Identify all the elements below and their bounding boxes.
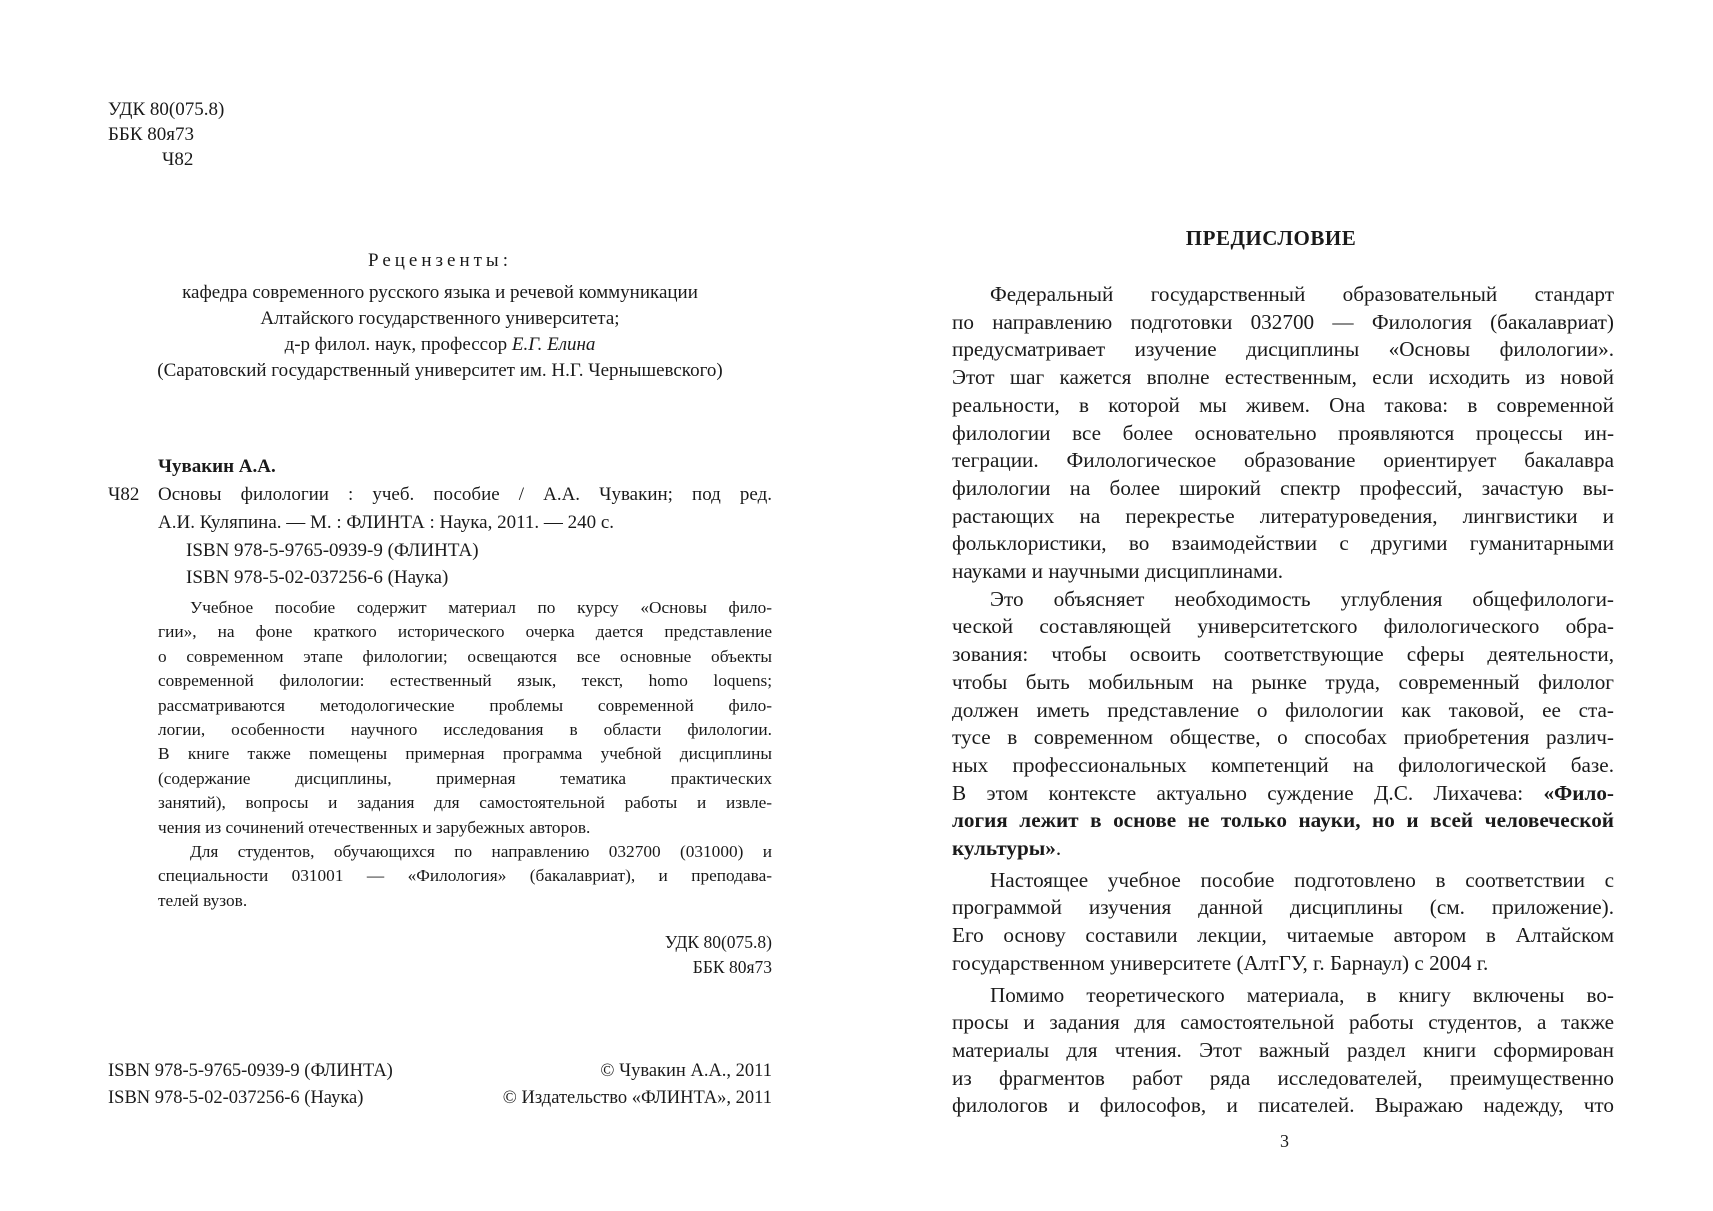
text-line: растающих на перекрестье литературоведения, лингвистики и xyxy=(952,503,1614,528)
text-line: Его основу составили лекции, читаемые автором в Алтайском xyxy=(952,923,1614,948)
reviewer-name: Е.Г. Елина xyxy=(511,334,596,355)
annotation-line: рассматриваются методологические проблемы современной фило- xyxy=(158,695,772,715)
classification-codes xyxy=(108,97,224,172)
text-line: филологии на более широкий спектр профессий, зачастую вы- xyxy=(952,475,1614,500)
isbn: ISBN 978-5-02-037256-6 (Наука) xyxy=(108,1088,364,1108)
isbn-row xyxy=(108,1085,772,1112)
left-page xyxy=(0,0,856,1211)
text-line: государственном университете (АлтГУ, г. Барнаул) с 2004 г. xyxy=(952,950,1489,975)
text-line: науками и научными дисциплинами. xyxy=(952,559,1284,584)
text-line: Помимо теоретического материала, в книгу включены во- xyxy=(990,982,1614,1007)
quote-text: «Фило- xyxy=(1543,780,1614,805)
text-line: просы и задания для самостоятельной работы студентов, а также xyxy=(952,1010,1614,1035)
annotation-line: телей вузов. xyxy=(158,890,248,910)
reviewer-line: кафедра современного русского языка и речевой коммуникации xyxy=(182,282,698,303)
annotation-line: гии», на фоне краткого исторического очерка дается представление xyxy=(158,622,772,642)
author-mark: Ч82 xyxy=(162,149,194,170)
annotation-line: Для студентов, обучающихся по направлению 032700 (031000) и xyxy=(190,842,772,862)
biblio-imprint-line: А.И. Куляпина. — М. : ФЛИНТА : Наука, 2011. — 240 с. xyxy=(158,512,615,533)
reviewer-title: д-р филол. наук, профессор xyxy=(284,334,512,355)
quote-end: . xyxy=(1055,836,1062,861)
copyright: © Издательство «ФЛИНТА», 2011 xyxy=(502,1088,772,1108)
annotation-line: Учебное пособие содержит материал по курсу «Основы фило- xyxy=(190,598,772,617)
text-line xyxy=(952,807,1614,835)
text-line: фольклористики, во взаимодействии с другими гуманитарными xyxy=(952,531,1614,556)
bbk-code: ББК 80я73 xyxy=(108,124,194,145)
annotation-line: (содержание дисциплины, примерная тематика практических xyxy=(158,768,772,788)
annotation-line: чения из сочинений отечественных и зарубежных авторов. xyxy=(158,817,591,837)
text-line: программой изучения данной дисциплины (см. приложение). xyxy=(952,895,1614,920)
classification-codes-right xyxy=(108,930,772,980)
quote-text: логия лежит в основе не только науки, но и всей человеческой xyxy=(952,808,1614,833)
quote-intro: В этом контексте актуально суждение Д.С. Лихачева: xyxy=(952,780,1544,805)
preface-text xyxy=(952,281,1614,1120)
text-line: зования: чтобы освоить соответствующие сферы деятельности, xyxy=(952,642,1614,667)
isbn-row xyxy=(108,1058,772,1085)
biblio-title-row xyxy=(108,481,772,509)
annotation-line: специальности 031001 — «Филология» (бакалавриат), и преподава- xyxy=(158,866,772,886)
reviewers-block xyxy=(108,248,772,384)
text-line: теграции. Филологическое образование ориентирует бакалавра xyxy=(952,448,1614,473)
quote-text: культуры» xyxy=(952,836,1056,861)
text-line: предусматривает изучение дисциплины «Основы филологии». xyxy=(952,337,1614,362)
annotation-line: о современном этапе филологии; освещаются все основные объекты xyxy=(158,646,772,666)
reviewer-line: (Саратовский государственный университет им. Н.Г. Чернышевского) xyxy=(157,360,723,381)
annotation-line: В книге также помещены примерная программа учебной дисциплины xyxy=(158,744,772,764)
text-line: из фрагментов работ ряда исследователей, преимущественно xyxy=(952,1065,1614,1090)
annotation xyxy=(158,596,772,913)
udk-code: УДК 80(075.8) xyxy=(664,932,772,952)
text-line: Этот шаг кажется вполне естественным, если исходить из новой xyxy=(952,365,1614,390)
text-line: Настоящее учебное пособие подготовлено в соответствии с xyxy=(990,867,1614,892)
text-line: материалы для чтения. Этот важный раздел книги сформирован xyxy=(952,1037,1614,1062)
page-number: 3 xyxy=(1280,1131,1289,1151)
text-line: чтобы быть мобильным на рынке труда, современный филолог xyxy=(952,669,1614,694)
text-line: Это объясняет необходимость углубления общефилологи- xyxy=(990,586,1614,611)
copyright: © Чувакин А.А., 2011 xyxy=(600,1061,772,1081)
isbn: ISBN 978-5-9765-0939-9 (ФЛИНТА) xyxy=(108,1061,393,1081)
text-line: ных профессиональных компетенций на филологической базе. xyxy=(952,752,1614,777)
annotation-line: современной филологии: естественный язык, текст, homo loquens; xyxy=(158,671,772,691)
bibliographic-record xyxy=(108,453,772,591)
reviewers-heading: Рецензенты: xyxy=(368,250,512,271)
reviewer-line xyxy=(108,332,772,358)
reviewer-line: Алтайского государственного университета; xyxy=(260,308,620,329)
udk-code: УДК 80(075.8) xyxy=(108,99,225,120)
isbn-copyright-block xyxy=(108,1058,772,1112)
right-page xyxy=(856,0,1713,1211)
biblio-isbn: ISBN 978-5-02-037256-6 (Наука) xyxy=(186,567,449,588)
biblio-title-line: Основы филологии : учеб. пособие / А.А. Чувакин; под ред. xyxy=(158,484,772,505)
text-line: по направлению подготовки 032700 — Филология (бакалавриат) xyxy=(952,309,1614,334)
page-title: ПРЕДИСЛОВИЕ xyxy=(1185,226,1357,250)
bbk-code: ББК 80я73 xyxy=(692,957,772,977)
annotation-line: логии, особенности научного исследования в области филологии. xyxy=(158,720,772,740)
text-line: тусе в современном обществе, о способах приобретения различ- xyxy=(952,725,1614,750)
text-line: филологов и философов, и писателей. Выражаю надежду, что xyxy=(952,1093,1614,1118)
text-line: ческой составляющей университетского филологического обра- xyxy=(952,614,1614,639)
text-line: Федеральный государственный образовательный стандарт xyxy=(990,282,1614,306)
text-line: реальности, в которой мы живем. Она такова: в современной xyxy=(952,392,1614,417)
annotation-line: занятий), вопросы и задания для самостоятельной работы и извле- xyxy=(158,793,772,813)
book-author: Чувакин А.А. xyxy=(158,456,276,477)
text-line: должен иметь представление о филологии как таковой, ее ста- xyxy=(952,697,1614,722)
biblio-code: Ч82 xyxy=(108,484,140,505)
text-line xyxy=(952,780,1614,808)
text-line xyxy=(952,835,1614,863)
biblio-isbn: ISBN 978-5-9765-0939-9 (ФЛИНТА) xyxy=(186,540,479,561)
text-line: филологии все более основательно проявляются процессы ин- xyxy=(952,420,1614,445)
